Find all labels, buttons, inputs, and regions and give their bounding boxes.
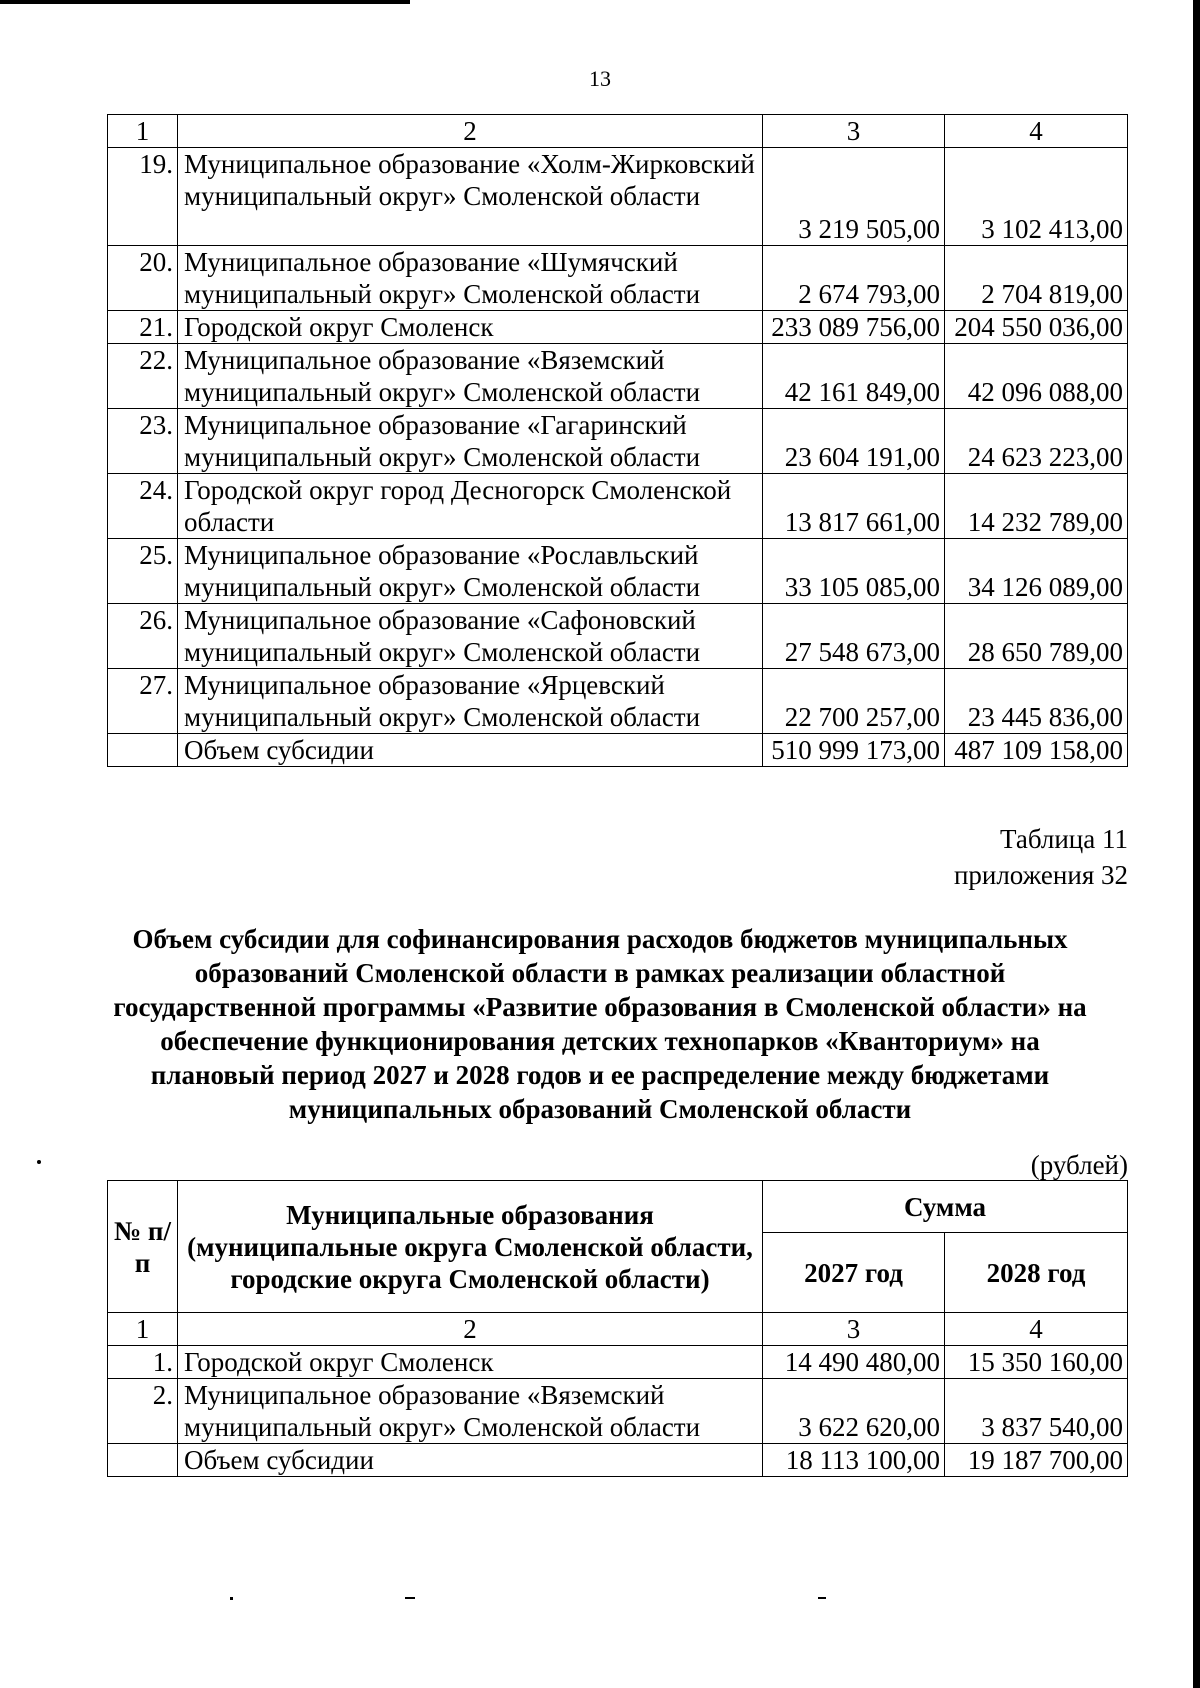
amount-2027: 27 548 673,00 [763,604,945,669]
column-number: 2 [178,115,763,148]
amount-2027: 233 089 756,00 [763,311,945,344]
table-row [108,1379,1128,1444]
table-caption-number: Таблица 11 [1000,824,1128,854]
amount-2027: 3 622 620,00 [763,1379,945,1444]
row-number [108,1444,178,1477]
municipality-name: Городской округ Смоленск [178,311,763,344]
amount-2028: 23 445 836,00 [945,669,1128,734]
header-2028: 2028 год [945,1233,1128,1313]
municipality-name: Муниципальное образование «Шумячский муниципальный округ» Смоленской области [178,246,763,311]
amount-2028: 42 096 088,00 [945,344,1128,409]
scan-speck [818,1597,826,1599]
row-number: 26. [108,604,178,669]
total-2028: 487 109 158,00 [945,734,1128,767]
amount-2027: 2 674 793,00 [763,246,945,311]
header-row [108,1181,1128,1233]
table-row [108,409,1128,474]
row-number: 2. [108,1379,178,1444]
header-2027: 2027 год [763,1233,945,1313]
scan-speck [405,1597,415,1599]
row-number: 24. [108,474,178,539]
table-row [108,148,1128,246]
total-2027: 510 999 173,00 [763,734,945,767]
amount-2028: 2 704 819,00 [945,246,1128,311]
table-row [108,474,1128,539]
amount-2027: 42 161 849,00 [763,344,945,409]
row-number: 22. [108,344,178,409]
row-number: 27. [108,669,178,734]
table-row [108,604,1128,669]
amount-2028: 15 350 160,00 [945,1346,1128,1379]
amount-2028: 14 232 789,00 [945,474,1128,539]
amount-2027: 13 817 661,00 [763,474,945,539]
row-number: 20. [108,246,178,311]
amount-2027: 33 105 085,00 [763,539,945,604]
municipality-name: Муниципальное образование «Вяземский муниципальный округ» Смоленской области [178,1379,763,1444]
total-2027: 18 113 100,00 [763,1444,945,1477]
municipality-name: Городской округ город Десногорск Смоленской области [178,474,763,539]
table-row [108,344,1128,409]
column-numbers-row [108,1313,1128,1346]
table-row [108,311,1128,344]
row-number: 1. [108,1346,178,1379]
row-number: 25. [108,539,178,604]
amount-2028: 3 102 413,00 [945,148,1128,246]
amount-2027: 23 604 191,00 [763,409,945,474]
amount-2028: 34 126 089,00 [945,539,1128,604]
scan-speck [37,1160,41,1164]
column-numbers-row [108,115,1128,148]
municipality-name: Муниципальное образование «Холм-Жирковский муниципальный округ» Смоленской области [178,148,763,246]
units-label: (рублей) [1030,1150,1128,1180]
page-number: 13 [589,66,611,91]
scan-speck [230,1597,233,1600]
column-number: 4 [945,1313,1128,1346]
total-label: Объем субсидии [178,734,763,767]
scan-edge-top [0,0,410,4]
amount-2028: 204 550 036,00 [945,311,1128,344]
header-municipality: Муниципальные образования (муниципальные округа Смоленской области, городские округа Смоленской области) [178,1181,763,1313]
total-row [108,1444,1128,1477]
table-row [108,539,1128,604]
table-row [108,669,1128,734]
row-number: 23. [108,409,178,474]
municipality-name: Городской округ Смоленск [178,1346,763,1379]
municipality-name: Муниципальное образование «Сафоновский муниципальный округ» Смоленской области [178,604,763,669]
column-number: 3 [763,1313,945,1346]
row-number: 21. [108,311,178,344]
municipality-name: Муниципальное образование «Ярцевский муниципальный округ» Смоленской области [178,669,763,734]
column-number: 4 [945,115,1128,148]
amount-2028: 3 837 540,00 [945,1379,1128,1444]
table-caption-appendix: приложения 32 [953,860,1128,890]
amount-2027: 22 700 257,00 [763,669,945,734]
column-number: 2 [178,1313,763,1346]
total-row [108,734,1128,767]
header-sum: Сумма [763,1181,1128,1233]
amount-2028: 28 650 789,00 [945,604,1128,669]
total-label: Объем субсидии [178,1444,763,1477]
table-title: Объем субсидии для софинансирования расходов бюджетов муниципальных образований Смоленской области в рамках реализации областной государственной программы «Развитие образования в Смоленской области» на обеспечение функционирования детских технопарков «Кванториум» на плановый период 2027 и 2028 годов и ее распределение между бюджетами муниципальных образований Смоленской области [113,924,1087,1124]
total-2028: 19 187 700,00 [945,1444,1128,1477]
subsidy-table-11 [107,1180,1128,1477]
amount-2027: 14 490 480,00 [763,1346,945,1379]
municipality-name: Муниципальное образование «Гагаринский муниципальный округ» Смоленской области [178,409,763,474]
row-number: 19. [108,148,178,246]
subsidy-table-continued [107,114,1128,767]
municipality-name: Муниципальное образование «Рославльский муниципальный округ» Смоленской области [178,539,763,604]
scan-edge-right [1193,0,1200,1688]
table-row [108,246,1128,311]
amount-2027: 3 219 505,00 [763,148,945,246]
row-number [108,734,178,767]
table-row [108,1346,1128,1379]
header-number: № п/п [108,1181,178,1313]
column-number: 1 [108,115,178,148]
amount-2028: 24 623 223,00 [945,409,1128,474]
municipality-name: Муниципальное образование «Вяземский муниципальный округ» Смоленской области [178,344,763,409]
column-number: 1 [108,1313,178,1346]
column-number: 3 [763,115,945,148]
